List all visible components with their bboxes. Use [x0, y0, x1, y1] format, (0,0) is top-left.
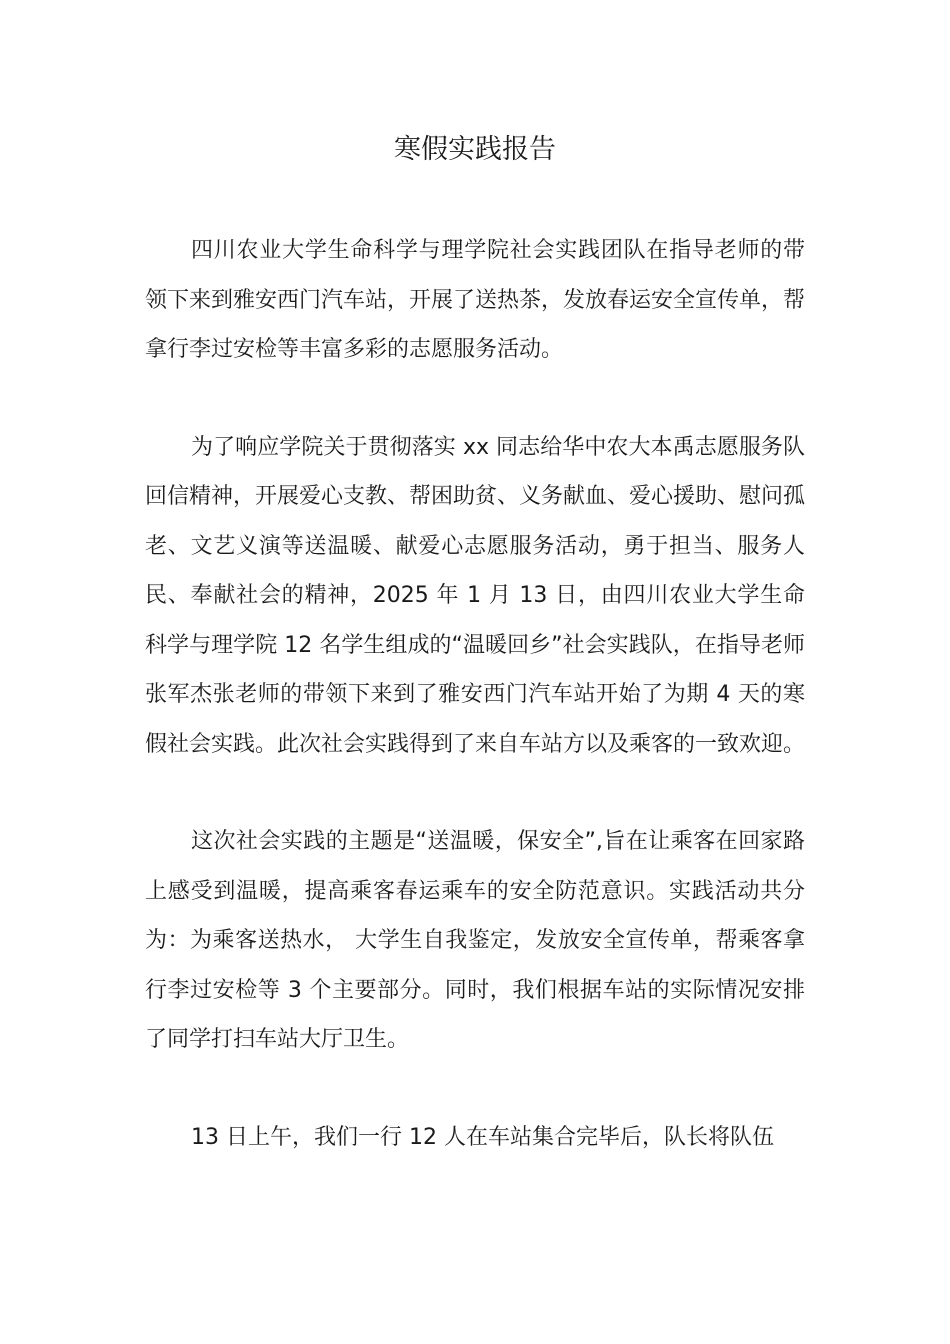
paragraph-2: 为了响应学院关于贯彻落实 xx 同志给华中农大本禹志愿服务队回信精神，开展爱心支教、帮困助贫、义务献血、爱心援助、慰问孤老、文艺义演等送温暖、献爱心志愿服务活动，勇于担当、服务人民、奉献社会的精神，2025 年 1 月 13 日，由四川农业大学生命科学与理学院 12 名学生组成的“温暖回乡”社会实践队，在指导老师张军杰张老师的带领下来到了雅安西门汽车站开始了为期 4 天的寒假社会实践。此次社会实践得到了来自车站方以及乘客的一致欢迎。 — [145, 434, 806, 757]
paragraph-4: 13 日上午，我们一行 12 人在车站集合完毕后，队长将队伍 — [191, 1124, 774, 1150]
paragraph-1: 四川农业大学生命科学与理学院社会实践团队在指导老师的带领下来到雅安西门汽车站，开展了送热茶，发放春运安全宣传单，帮拿行李过安检等丰富多彩的志愿服务活动。 — [145, 238, 806, 362]
document-title: 寒假实践报告 — [394, 134, 556, 165]
paragraph-3: 这次社会实践的主题是“送温暖，保安全”,旨在让乘客在回家路上感受到温暖，提高乘客春运乘车的安全防范意识。实践活动共分为：为乘客送热水， 大学生自我鉴定，发放安全宣传单，帮乘客拿行李过安检等 3 个主要部分。同时，我们根据车站的实际情况安排了同学打扫车站大厅卫生。 — [145, 829, 805, 1052]
document-body — [145, 226, 805, 1210]
